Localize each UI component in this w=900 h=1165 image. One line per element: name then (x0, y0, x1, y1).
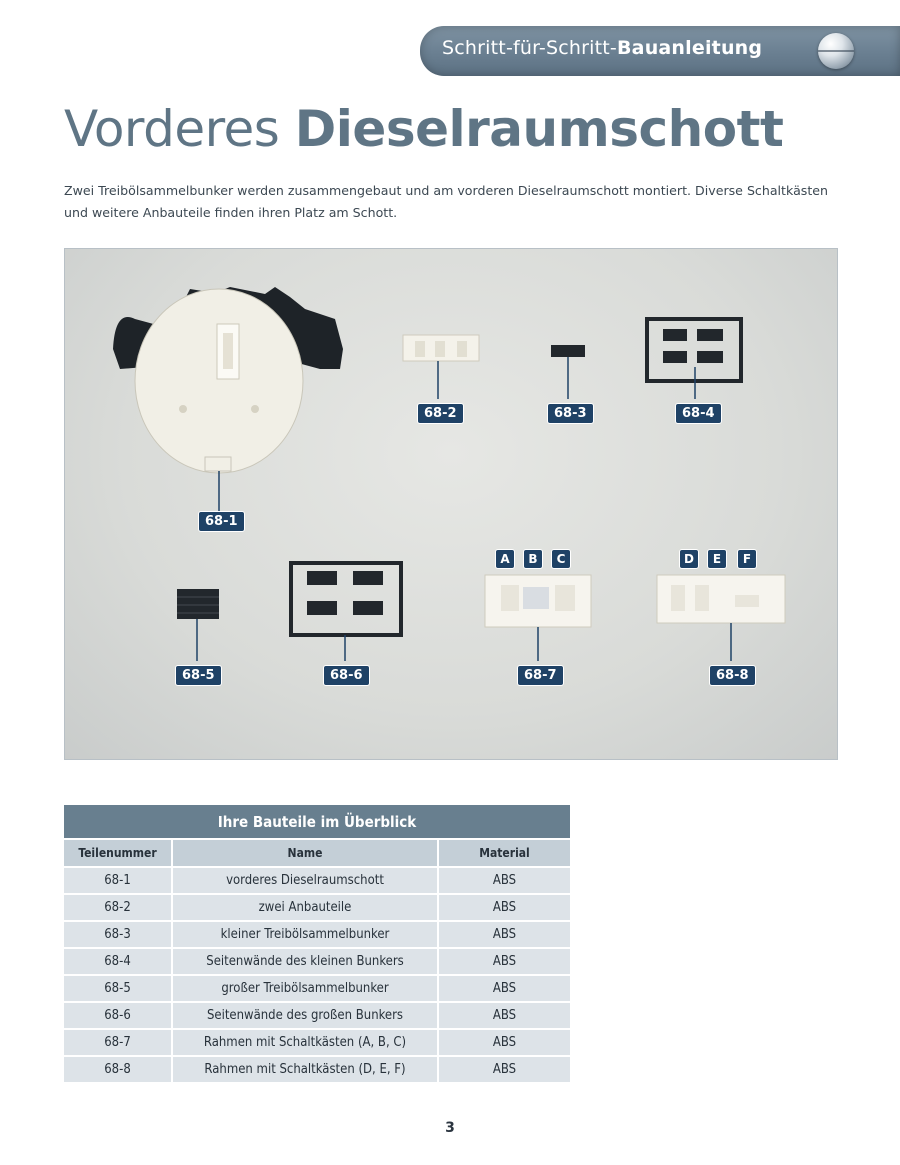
part-label-68-6: 68-6 (323, 665, 370, 686)
letter-label-b: B (523, 549, 543, 569)
column-header-name: Name (172, 839, 438, 867)
part-number-cell: 68-8 (64, 1056, 172, 1082)
part-number-cell: 68-7 (64, 1029, 172, 1056)
material-cell: ABS (438, 867, 570, 894)
material-cell: ABS (438, 1029, 570, 1056)
part-name-cell: Seitenwände des großen Bunkers (172, 1002, 438, 1029)
part-label-68-7: 68-7 (517, 665, 564, 686)
intro-text: Zwei Treibölsammelbunker werden zusammengebaut und am vorderen Dieselraumschott montiert. Diverse Schaltkästen und weitere Anbauteile finden ihren Platz am Schott. (64, 183, 829, 220)
part-number-cell: 68-3 (64, 921, 172, 948)
part-68-6-sprue (291, 563, 401, 661)
page-title: Vorderes Dieselraumschott (64, 100, 784, 158)
part-name-cell: kleiner Treibölsammelbunker (172, 921, 438, 948)
letter-label-a: A (495, 549, 515, 569)
part-number-cell: 68-1 (64, 867, 172, 894)
material-cell: ABS (438, 921, 570, 948)
letter-label-c: C (551, 549, 571, 569)
part-68-2-fittings (403, 335, 479, 399)
part-number-cell: 68-5 (64, 975, 172, 1002)
part-label-68-5: 68-5 (175, 665, 222, 686)
section-header-title: Schritt-für-Schritt-Bauanleitung (442, 37, 763, 59)
table-row (64, 921, 570, 948)
globe-icon (818, 33, 854, 69)
part-number-cell: 68-6 (64, 1002, 172, 1029)
table-row (64, 1056, 570, 1082)
part-label-68-2: 68-2 (417, 403, 464, 424)
column-header-material: Material (438, 839, 570, 867)
material-cell: ABS (438, 975, 570, 1002)
part-name-cell: Rahmen mit Schaltkästen (A, B, C) (172, 1029, 438, 1056)
page-number: 3 (445, 1120, 455, 1136)
part-name-cell: großer Treibölsammelbunker (172, 975, 438, 1002)
part-68-4-sprue (647, 319, 741, 399)
part-name-cell: Seitenwände des kleinen Bunkers (172, 948, 438, 975)
part-name-cell: zwei Anbauteile (172, 894, 438, 921)
part-68-7-frame (485, 575, 591, 661)
table-row (64, 948, 570, 975)
material-cell: ABS (438, 894, 570, 921)
part-68-5-large-bunker (177, 589, 219, 661)
material-cell: ABS (438, 1002, 570, 1029)
part-label-68-4: 68-4 (675, 403, 722, 424)
part-label-68-8: 68-8 (709, 665, 756, 686)
table-caption: Ihre Bauteile im Überblick (64, 805, 570, 839)
letter-label-f: F (737, 549, 757, 569)
material-cell: ABS (438, 1056, 570, 1082)
parts-table (64, 805, 570, 1082)
part-name-cell: vorderes Dieselraumschott (172, 867, 438, 894)
column-header-part-number: Teilenummer (64, 839, 172, 867)
table-row (64, 867, 570, 894)
part-label-68-1: 68-1 (198, 511, 245, 532)
table-row (64, 1029, 570, 1056)
material-cell: ABS (438, 948, 570, 975)
letter-label-d: D (679, 549, 699, 569)
table-row (64, 1002, 570, 1029)
table-row (64, 975, 570, 1002)
part-68-3-small-bunker (551, 345, 585, 399)
part-number-cell: 68-4 (64, 948, 172, 975)
part-name-cell: Rahmen mit Schaltkästen (D, E, F) (172, 1056, 438, 1082)
letter-label-e: E (707, 549, 727, 569)
part-68-8-frame (657, 575, 785, 661)
parts-photo (64, 248, 838, 760)
table-row (64, 894, 570, 921)
part-number-cell: 68-2 (64, 894, 172, 921)
part-label-68-3: 68-3 (547, 403, 594, 424)
part-68-1-bulkhead (113, 287, 343, 511)
